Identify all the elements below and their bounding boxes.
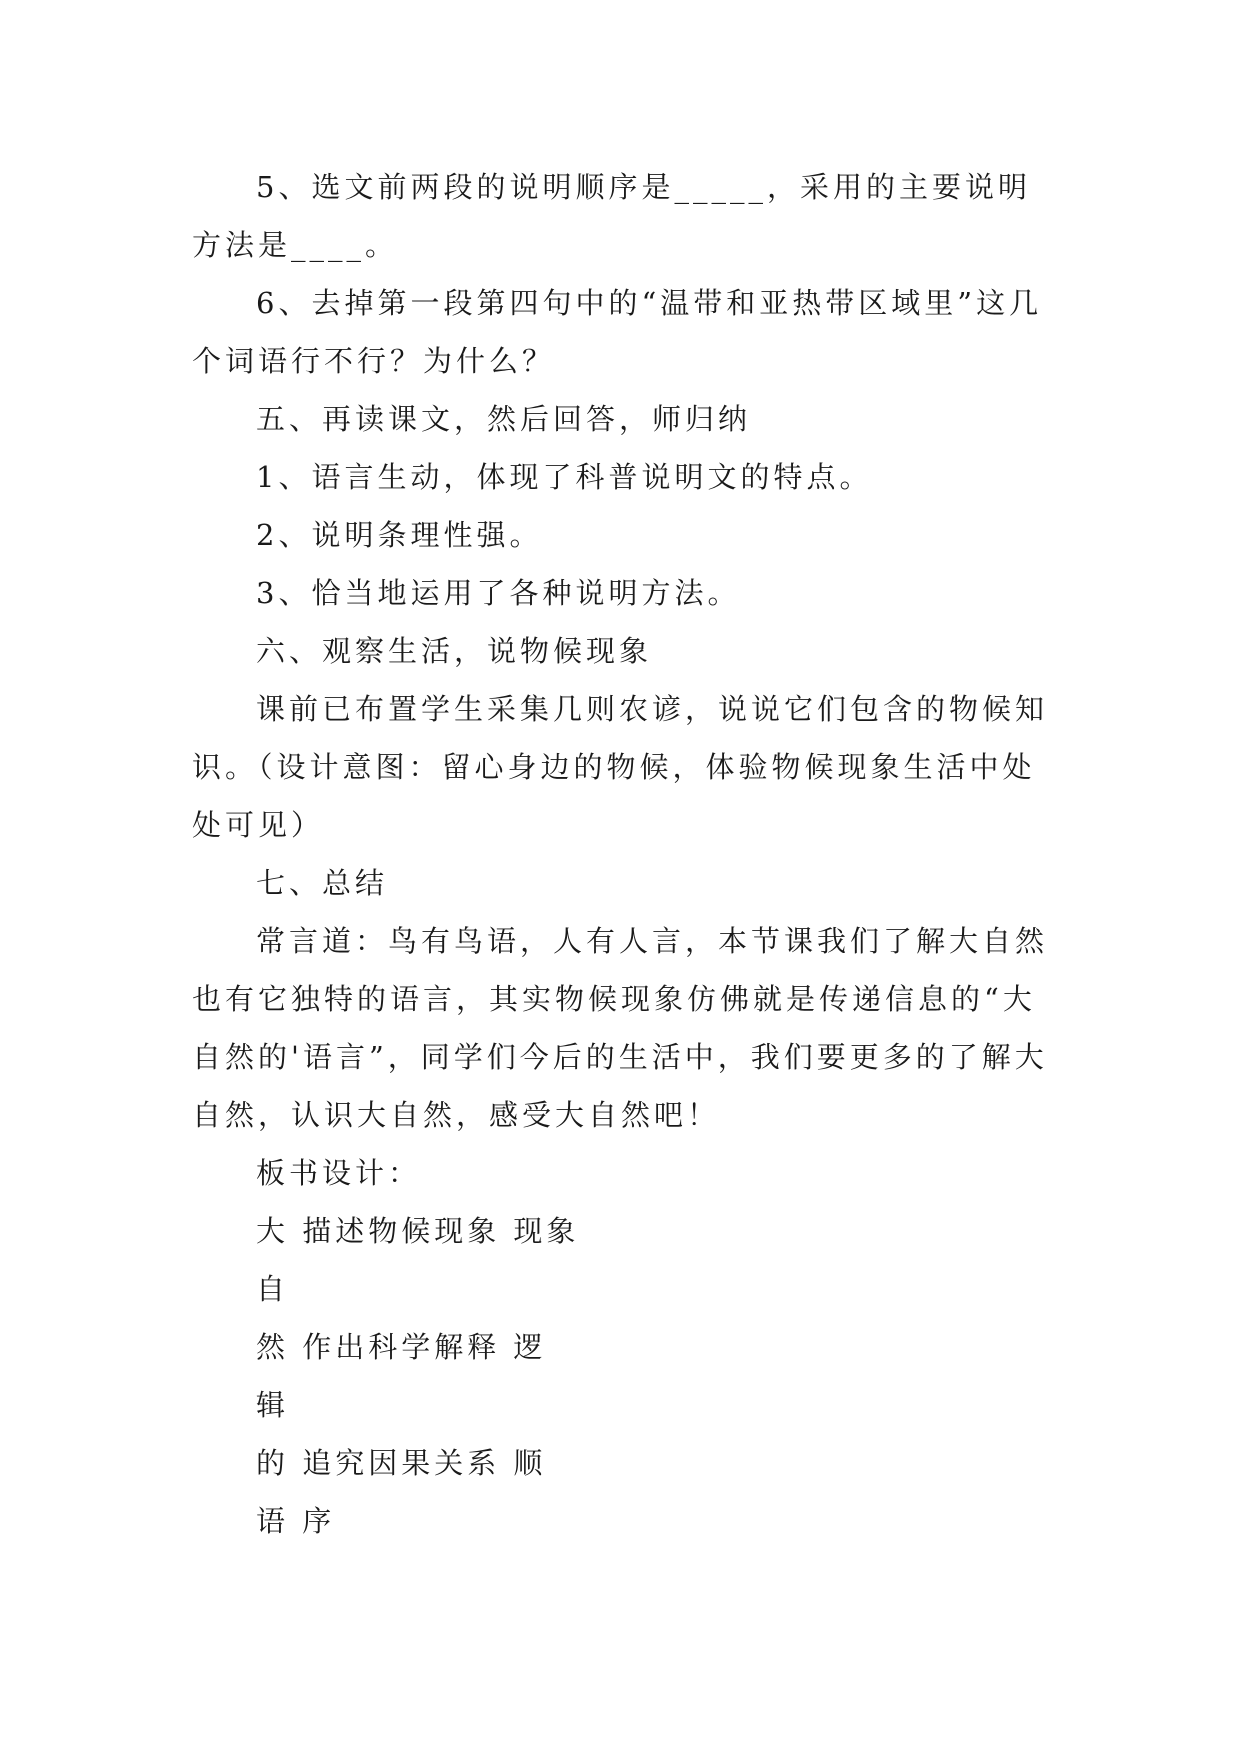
section-6-body: 课前已布置学生采集几则农谚，说说它们包含的物候知识。（设计意图：留心身边的物候，体验物候现象生活中处处可见） [192, 692, 1049, 842]
question-6: 6、去掉第一段第四句中的“温带和亚热带区域里”这几个词语行不行？为什么？ [192, 286, 1043, 378]
summary-point-2: 2、说明条理性强。 [256, 518, 543, 552]
section-5-heading: 五、再读课文，然后回答，师归纳 [256, 402, 752, 436]
summary-point-1: 1、语言生动，体现了科普说明文的特点。 [256, 460, 873, 494]
board-line: 大 描述物候现象 现象 [256, 1214, 580, 1248]
section-6-heading: 六、观察生活，说物候现象 [256, 634, 653, 668]
board-line: 辑 [256, 1388, 290, 1422]
document-page [192, 158, 1052, 1550]
board-line: 语 序 [256, 1504, 336, 1538]
board-line: 的 追究因果关系 顺 [256, 1446, 547, 1480]
question-5: 5、选文前两段的说明顺序是_____，采用的主要说明方法是____。 [192, 170, 1031, 262]
board-design-heading: 板书设计： [256, 1156, 422, 1190]
summary-point-3: 3、恰当地运用了各种说明方法。 [256, 576, 741, 610]
board-line: 然 作出科学解释 逻 [256, 1330, 547, 1364]
board-design [192, 1202, 1052, 1550]
board-line: 自 [256, 1272, 290, 1306]
section-7-body: 常言道：鸟有鸟语，人有人言，本节课我们了解大自然也有它独特的语言，其实物候现象仿佛就是传递信息的“大自然的'语言”，同学们今后的生活中，我们要更多的了解大自然，认识大自然，感受大自然吧！ [192, 924, 1049, 1132]
section-7-heading: 七、总结 [256, 866, 389, 900]
